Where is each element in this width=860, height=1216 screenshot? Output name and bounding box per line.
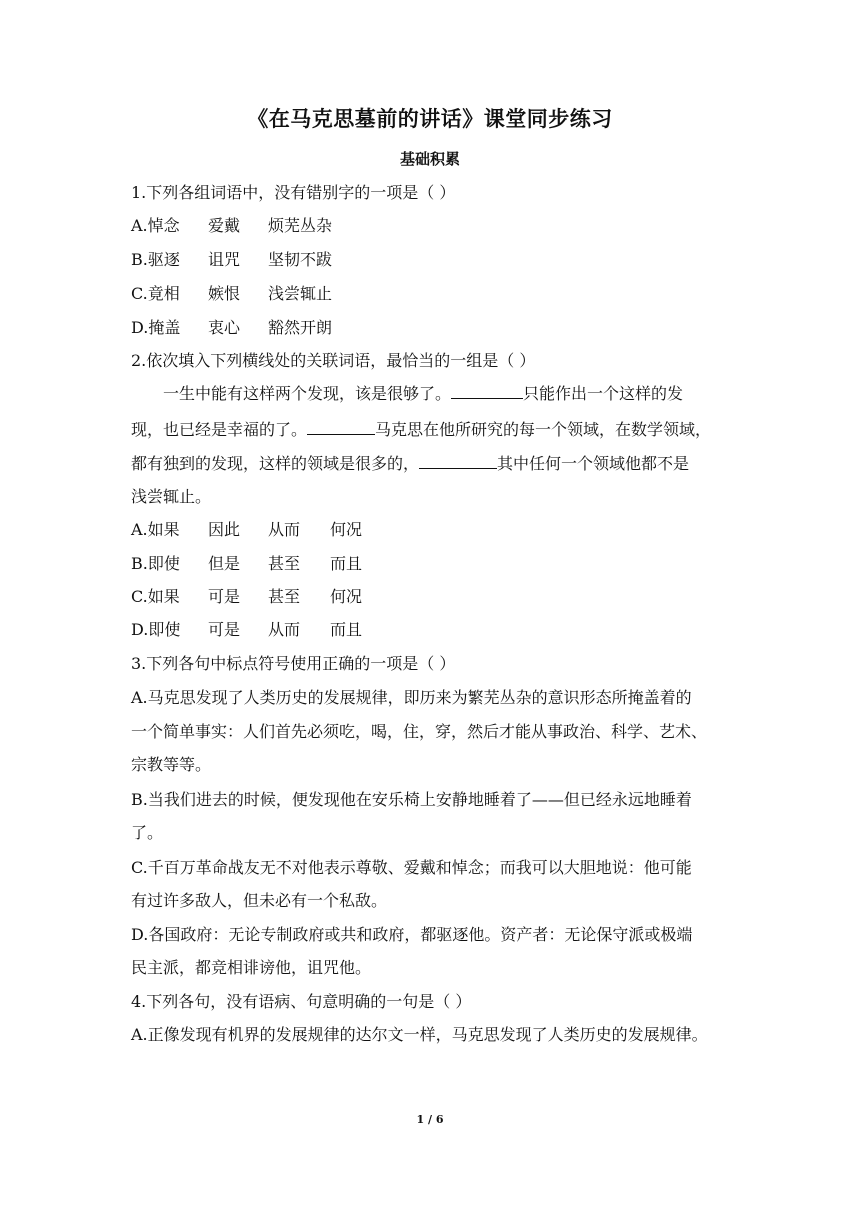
question-2-passage-line <box>131 420 711 440</box>
option-text: 浅尝辄止 <box>268 284 333 303</box>
question-3-option-line: B.当我们进去的时候，便发现他在安乐椅上安静地睡着了——但已经永远地睡着 <box>131 790 692 809</box>
question-3-option-line: D.各国政府：无论专制政府或共和政府，都驱逐他。资产者：无论保守派或极端 <box>131 925 693 944</box>
question-3-option-line: 有过许多敌人，但未必有一个私敌。 <box>131 891 388 910</box>
option-text: 烦芜丛杂 <box>268 216 333 235</box>
option-text: 爱戴 <box>208 216 241 235</box>
passage-text: 现，也已经是幸福的了。 <box>131 420 308 439</box>
option-text: 衷心 <box>208 318 241 337</box>
option-text: C.竟相 <box>131 284 180 303</box>
question-2-option-d <box>131 620 362 640</box>
question-3-stem: 3.下列各句中标点符号使用正确的一项是（ ） <box>131 654 456 673</box>
question-1-option-d <box>131 318 332 338</box>
question-3-option-line: 一个简单事实：人们首先必须吃，喝，住，穿，然后才能从事政治、科学、艺术、 <box>131 722 708 741</box>
fill-blank <box>307 420 375 435</box>
question-2-passage-line: 浅尝辄止。 <box>131 487 212 506</box>
option-text: 诅咒 <box>208 250 241 269</box>
question-3-option-line: 了。 <box>131 823 164 842</box>
question-3-option-line: A.马克思发现了人类历史的发展规律，即历来为繁芜丛杂的意识形态所掩盖着的 <box>131 688 692 707</box>
option-text: 而且 <box>330 620 363 639</box>
fill-blank <box>419 454 497 469</box>
passage-text: 只能作出一个这样的发 <box>523 384 684 403</box>
option-text: A.悼念 <box>131 216 180 235</box>
option-text: 因此 <box>208 520 241 539</box>
question-2-option-c <box>131 587 362 607</box>
option-text: C.如果 <box>131 587 180 606</box>
question-3-option-line: C.千百万革命战友无不对他表示尊敬、爱戴和悼念；而我可以大胆地说：他可能 <box>131 858 692 877</box>
question-2-option-a <box>131 520 362 540</box>
question-2-option-b <box>131 554 362 574</box>
option-text: 可是 <box>208 587 241 606</box>
question-1-option-a <box>131 216 332 236</box>
question-4-stem: 4.下列各句，没有语病、句意明确的一句是（ ） <box>131 992 472 1011</box>
fill-blank <box>451 384 523 399</box>
section-heading: 基础积累 <box>399 150 460 168</box>
question-1-stem: 1.下列各组词语中，没有错别字的一项是（ ） <box>131 183 456 202</box>
question-2-stem: 2.依次填入下列横线处的关联词语，最恰当的一组是（ ） <box>131 351 536 370</box>
option-text: 甚至 <box>268 587 301 606</box>
option-text: 何况 <box>330 520 363 539</box>
option-text: 但是 <box>208 554 241 573</box>
option-text: B.即使 <box>131 554 180 573</box>
question-2-passage-line <box>163 384 683 404</box>
option-text: 而且 <box>330 554 363 573</box>
question-4-option-line: A.正像发现有机界的发展规律的达尔文一样，马克思发现了人类历史的发展规律。 <box>131 1025 708 1044</box>
option-text: D.即使 <box>131 620 181 639</box>
option-text: 嫉恨 <box>208 284 241 303</box>
passage-text: 马克思在他所研究的每一个领域，在数学领域， <box>375 420 712 439</box>
option-text: 甚至 <box>268 554 301 573</box>
passage-text: 都有独到的发现，这样的领域是很多的， <box>131 454 420 473</box>
question-1-option-c <box>131 284 332 304</box>
question-3-option-line: 民主派，都竞相诽谤他，诅咒他。 <box>131 958 372 977</box>
page-number: 1 / 6 <box>416 1113 444 1126</box>
passage-text: 一生中能有这样两个发现，该是很够了。 <box>163 384 452 403</box>
passage-text: 其中任何一个领域他都不是 <box>497 454 690 473</box>
option-text: 从而 <box>268 520 301 539</box>
option-text: A.如果 <box>131 520 180 539</box>
option-text: 豁然开朗 <box>268 318 333 337</box>
option-text: B.驱逐 <box>131 250 180 269</box>
option-text: D.掩盖 <box>131 318 181 337</box>
question-1-option-b <box>131 250 332 270</box>
option-text: 可是 <box>208 620 241 639</box>
option-text: 何况 <box>330 587 363 606</box>
question-2-passage-line <box>131 454 689 474</box>
option-text: 从而 <box>268 620 301 639</box>
question-3-option-line: 宗教等等。 <box>131 755 212 774</box>
page-title: 《在马克思墓前的讲话》课堂同步练习 <box>247 106 613 131</box>
option-text: 坚韧不跋 <box>268 250 333 269</box>
